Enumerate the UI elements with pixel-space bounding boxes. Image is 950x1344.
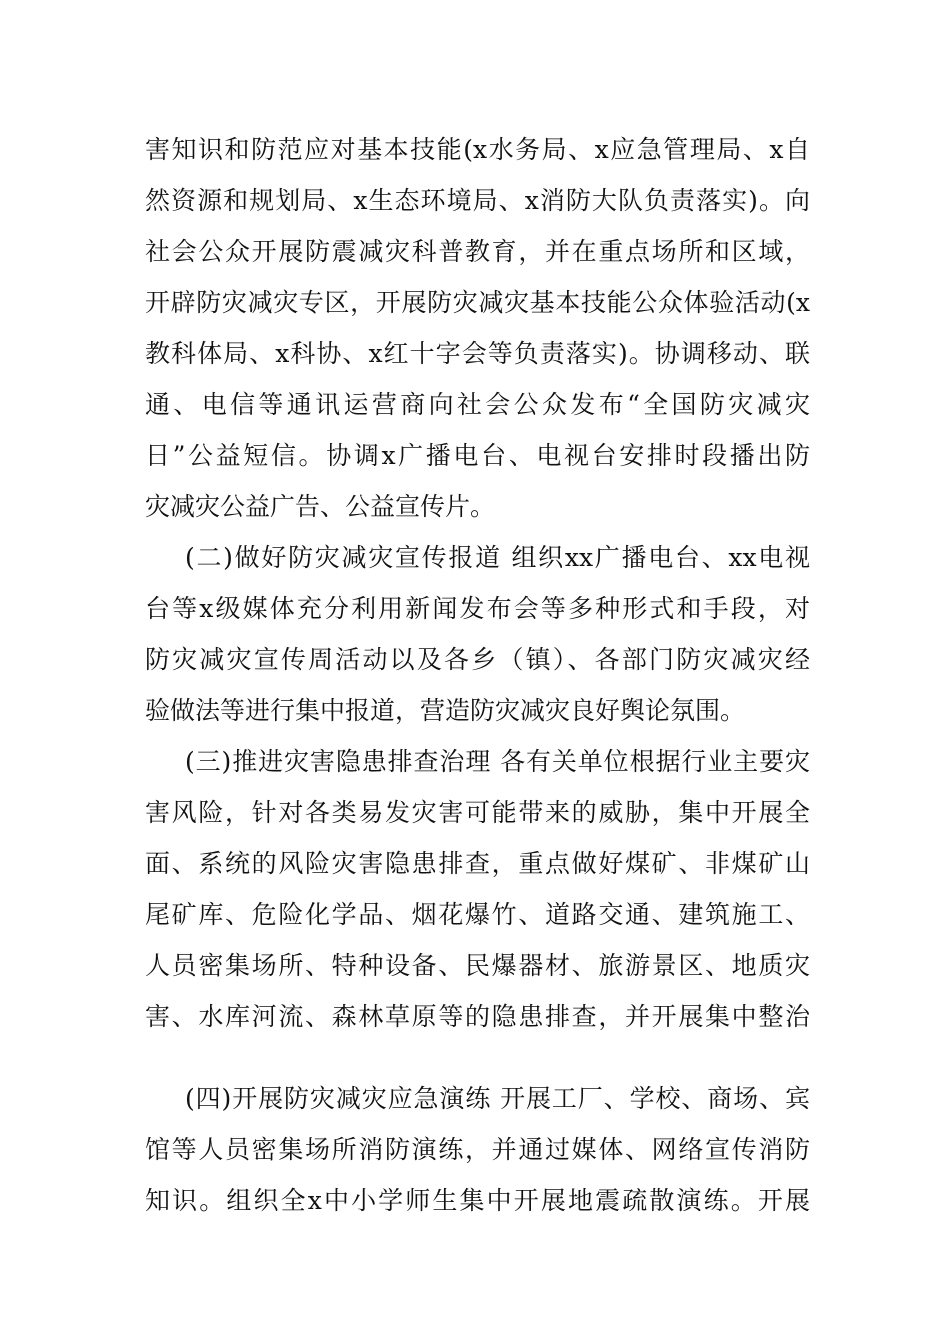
text-line: 台等x级媒体充分利用新闻发布会等多种形式和手段，对 xyxy=(145,594,810,623)
paragraph-heading-3: (三)推进灾害隐患排查治理 各有关单位根据行业主要灾 xyxy=(185,747,810,776)
text-line: 验做法等进行集中报道，营造防灾减灾良好舆论氛围。 xyxy=(145,696,746,725)
text-line: 知识。组织全x中小学师生集中开展地震疏散演练。开展 xyxy=(145,1186,810,1215)
text-line: 害风险，针对各类易发灾害可能带来的威胁，集中开展全 xyxy=(145,798,810,827)
text-line: 害、水库河流、森林草原等的隐患排查，并开展集中整治 xyxy=(145,1002,810,1031)
text-line: 日”公益短信。协调x广播电台、电视台安排时段播出防 xyxy=(145,441,810,470)
text-line: 人员密集场所、特种设备、民爆器材、旅游景区、地质灾 xyxy=(145,951,810,980)
text-line: 开辟防灾减灾专区，开展防灾减灾基本技能公众体验活动(x xyxy=(145,288,810,317)
paragraph-heading-4: (四)开展防灾减灾应急演练 开展工厂、学校、商场、宾 xyxy=(185,1084,810,1113)
text-line: 害知识和防范应对基本技能(x水务局、x应急管理局、x自 xyxy=(145,135,810,164)
paragraph-heading-2: (二)做好防灾减灾宣传报道 组织xx广播电台、xx电视 xyxy=(185,543,810,572)
text-line: 防灾减灾宣传周活动以及各乡（镇）、各部门防灾减灾经 xyxy=(145,645,810,674)
text-line: 馆等人员密集场所消防演练，并通过媒体、网络宣传消防 xyxy=(145,1135,810,1164)
text-line: 面、系统的风险灾害隐患排查，重点做好煤矿、非煤矿山 xyxy=(145,849,810,878)
text-line: 尾矿库、危险化学品、烟花爆竹、道路交通、建筑施工、 xyxy=(145,900,810,929)
text-line: 通、电信等通讯运营商向社会公众发布“全国防灾减灾 xyxy=(145,390,810,419)
text-line: 社会公众开展防震减灾科普教育，并在重点场所和区域， xyxy=(145,237,810,266)
text-line: 然资源和规划局、x生态环境局、x消防大队负责落实)。向 xyxy=(145,186,810,215)
text-line: 教科体局、x科协、x红十字会等负责落实)。协调移动、联 xyxy=(145,339,810,368)
text-line: 灾减灾公益广告、公益宣传片。 xyxy=(145,492,496,521)
